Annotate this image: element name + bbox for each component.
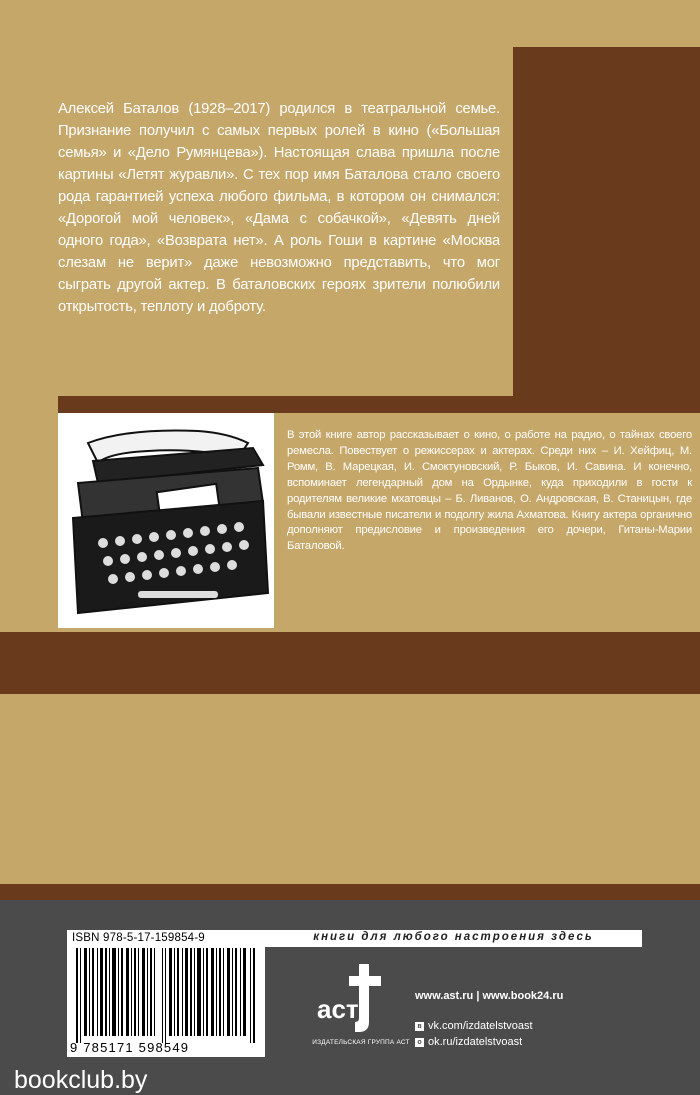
barcode [76,948,256,1043]
slogan: книги для любого настроения здесь [313,931,594,943]
book-description-text: В этой книге автор рассказывает о кино, о работе на радио, о тайнах своего ремесла. Повествует о режиссерах и актерах. Среди них – И. Хейфиц, М. Ромм, В. Марецкая, И. Смоктуновский, Р. Быков, И. Савина. И конечно, вспоминает легендарный дом на Ордынке, куда приходили в гости к родителям великие мхатовцы – Б. Ливанов, О. Андровская, В. Станицын, где бывали известные писатели и подолгу жила Ахматова. Книгу актера органично дополняют предисловие и произведения его дочери, Гитаны-Марии Баталовой. [287,429,692,553]
vk-icon: в [415,1022,424,1031]
brown-horizontal-stripe [58,396,700,413]
websites[interactable]: www.ast.ru | www.book24.ru [415,990,564,1002]
ok-link-label: ok.ru/izdatelstvoast [428,1036,523,1048]
publisher-label: ИЗДАТЕЛЬСКАЯ ГРУППА АСТ [312,1039,410,1046]
ok-link[interactable] [415,1036,522,1048]
typewriter-illustration [58,413,274,628]
brown-band [0,632,700,694]
ast-logo [315,962,395,1034]
tan-band [0,694,700,884]
vk-link-label: vk.com/izdatelstvoast [428,1020,533,1032]
isbn-label: ISBN 978-5-17-159854-9 [72,932,205,944]
brown-vertical-block [513,47,700,412]
annotation-text: Алексей Баталов (1928–2017) родился в театральной семье. Признание получил с самых первых ролей в кино («Большая семья» и «Дело Румянцева»). Настоящая слава пришла после картины «Летят журавли». С тех пор имя Баталова стало своего рода гарантией успеха любого фильма, в котором он снимался: «Дорогой мой человек», «Дама с собачкой», «Девять дней одного года», «Возврата нет». А роль Гоши в картине «Москва слезам не верит» даже невозможно представить, что мог сыграть другой актер. В баталовских героях зрители полюбили открытость, теплоту и доброту. [58,101,500,315]
brown-band-lower [0,884,700,900]
watermark: bookclub.by [14,1066,148,1094]
ok-icon: о [415,1038,424,1047]
vk-link[interactable] [415,1020,533,1032]
ast-logo-text: аст [317,994,359,1024]
barcode-digits: 9 785171 598549 [70,1040,190,1055]
